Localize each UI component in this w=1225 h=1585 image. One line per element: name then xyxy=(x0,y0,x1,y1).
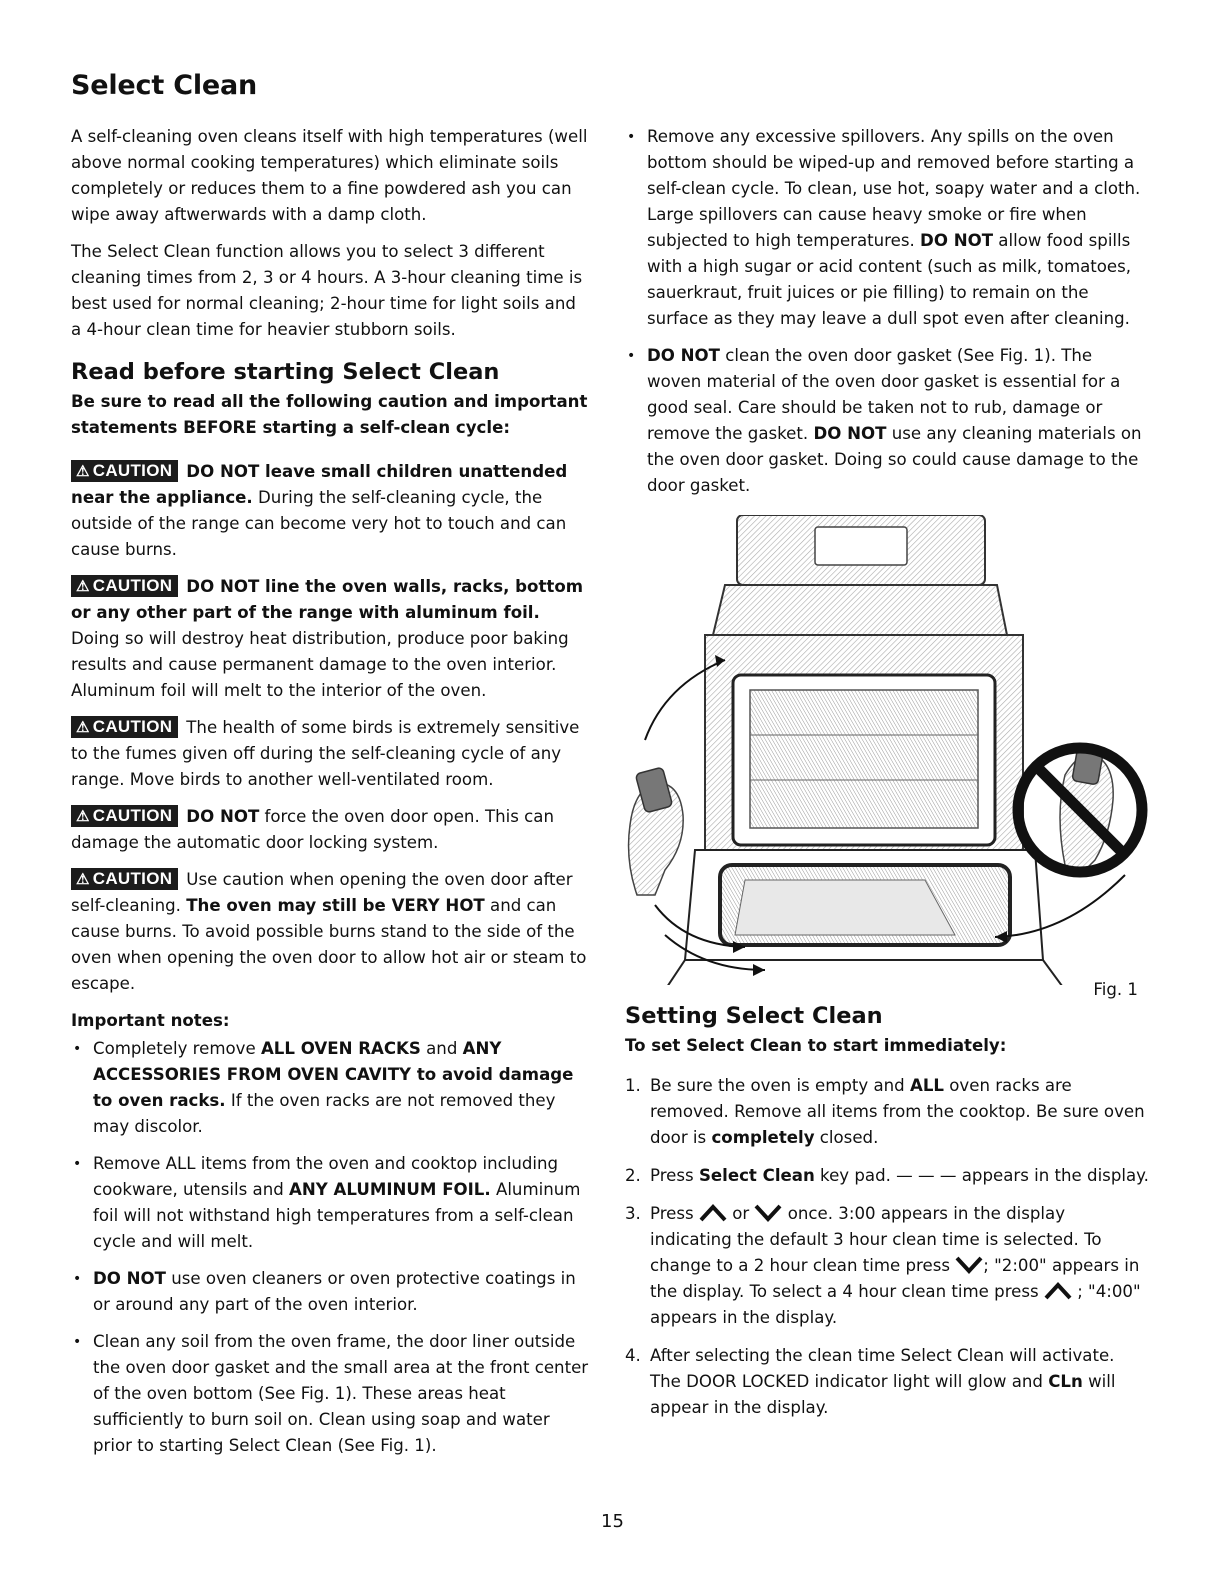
page-number: 15 xyxy=(601,1511,624,1532)
caution-badge: ⚠ CAUTION xyxy=(71,805,178,827)
down-arrow-icon xyxy=(754,1204,782,1222)
list-item: 3. Press or once. 3:00 appears in the display indicating the default 3 hour clean time is selected. To change to a 2 hour clean time press ; "2:00" appears in the display. To select a 4 hour clean time press ; "4:00" appears in the display. xyxy=(625,1204,1141,1327)
caution-4: ⚠ CAUTION DO NOT force the oven door open. This can damage the automatic door locking system. xyxy=(71,806,554,852)
down-arrow-icon xyxy=(955,1256,983,1274)
caution-3: ⚠ CAUTION The health of some birds is extremely sensitive to the fumes given off during the self-cleaning cycle of any range. Move birds to another well-ventilated room. xyxy=(71,717,580,789)
right-notes-list xyxy=(625,124,1150,499)
intro-paragraph-2: The Select Clean function allows you to select 3 different cleaning times from 2, 3 or 4 hours. A 3-hour cleaning time is best used for normal cleaning; 2-hour time for light soils and a 4-hour clean time for heavier stubborn soils. xyxy=(71,242,583,339)
warning-triangle-icon: ⚠ xyxy=(76,808,90,825)
caution-1: ⚠ CAUTION DO NOT leave small children unattended near the appliance. During the self-cleaning cycle, the outside of the range can become very hot to touch and can cause burns. xyxy=(71,461,568,559)
up-arrow-icon xyxy=(699,1204,727,1222)
important-notes-heading: Important notes: xyxy=(71,1011,230,1030)
setting-lead: To set Select Clean to start immediately: xyxy=(625,1036,1007,1055)
list-item: • Completely remove ALL OVEN RACKS and ANY ACCESSORIES FROM OVEN CAVITY to avoid damage to oven racks. If the oven racks are not removed they may discolor. xyxy=(71,1036,591,1140)
oven-figure xyxy=(625,515,1150,999)
caution-badge: ⚠ CAUTION xyxy=(71,460,178,482)
warning-triangle-icon: ⚠ xyxy=(76,463,90,480)
list-item: 2. Press Select Clean key pad. — — — appears in the display. xyxy=(625,1166,1149,1185)
list-item: • Remove any excessive spillovers. Any spills on the oven bottom should be wiped-up and removed before starting a self-clean cycle. To clean, use hot, soapy water and a cloth. Large spillovers can cause heavy smoke or fire when subjected to high temperatures. DO NOT allow food spills with a high sugar or acid content (such as milk, tomatoes, sauerkraut, fruit juices or pie filling) to remain on the surface as they may leave a dull spot even after cleaning. xyxy=(625,124,1150,332)
warning-triangle-icon: ⚠ xyxy=(76,719,90,736)
list-item: • DO NOT clean the oven door gasket (See Fig. 1). The woven material of the oven door gasket is essential for a good seal. Care should be taken not to rub, damage or remove the gasket. DO NOT use any cleaning materials on the oven door gasket. Doing so could cause damage to the door gasket. xyxy=(625,343,1150,499)
setting-select-clean-heading: Setting Select Clean xyxy=(625,1003,883,1029)
list-item: • DO NOT use oven cleaners or oven protective coatings in or around any part of the oven interior. xyxy=(71,1266,591,1318)
read-before-lead: Be sure to read all the following caution and important statements BEFORE starting a self-clean cycle: xyxy=(71,392,588,437)
right-column xyxy=(625,124,1150,1433)
steps-list xyxy=(625,1073,1150,1421)
list-item: • Remove ALL items from the oven and cooktop including cookware, utensils and ANY ALUMINUM FOIL. Aluminum foil will not withstand high temperatures from a self-clean cycle and will melt. xyxy=(71,1151,591,1255)
warning-triangle-icon: ⚠ xyxy=(76,871,90,888)
left-column xyxy=(71,124,591,1470)
intro-paragraph: A self-cleaning oven cleans itself with high temperatures (well above normal cooking temperatures) which eliminate soils completely or reduces them to a fine powdered ash you can wipe away aftwerwards with a damp cloth. xyxy=(71,127,588,224)
caution-badge: ⚠ CAUTION xyxy=(71,575,178,597)
list-item: 1. Be sure the oven is empty and ALL oven racks are removed. Remove all items from the cooktop. Be sure oven door is completely closed. xyxy=(625,1076,1145,1147)
caution-badge: ⚠ CAUTION xyxy=(71,716,178,738)
important-notes-list xyxy=(71,1036,591,1459)
oven-illustration xyxy=(625,515,1150,985)
caution-2: ⚠ CAUTION DO NOT line the oven walls, racks, bottom or any other part of the range with aluminum foil. Doing so will destroy heat distribution, produce poor baking results and cause permanent damage to the oven interior. Aluminum foil will melt to the interior of the oven. xyxy=(71,576,584,700)
caution-badge: ⚠ CAUTION xyxy=(71,868,178,890)
prohibition-icon xyxy=(1018,743,1142,875)
caution-5: ⚠ CAUTION Use caution when opening the oven door after self-cleaning. The oven may still be VERY HOT and can cause burns. To avoid possible burns stand to the side of the oven when opening the oven door to allow hot air or steam to escape. xyxy=(71,869,587,993)
figure-label: Fig. 1 xyxy=(1093,980,1138,999)
list-item: • Clean any soil from the oven frame, the door liner outside the oven door gasket and the small area at the front center of the oven bottom (See Fig. 1). These areas heat sufficiently to burn soil on. Clean using soap and water prior to starting Select Clean (See Fig. 1). xyxy=(71,1329,591,1459)
list-item: 4. After selecting the clean time Select Clean will activate. The DOOR LOCKED indicator light will glow and CLn will appear in the display. xyxy=(625,1346,1116,1417)
up-arrow-icon xyxy=(1044,1282,1072,1300)
hand-sponge-icon xyxy=(629,767,684,895)
warning-triangle-icon: ⚠ xyxy=(76,578,90,595)
page-title: Select Clean xyxy=(71,70,258,101)
read-before-heading: Read before starting Select Clean xyxy=(71,359,500,385)
